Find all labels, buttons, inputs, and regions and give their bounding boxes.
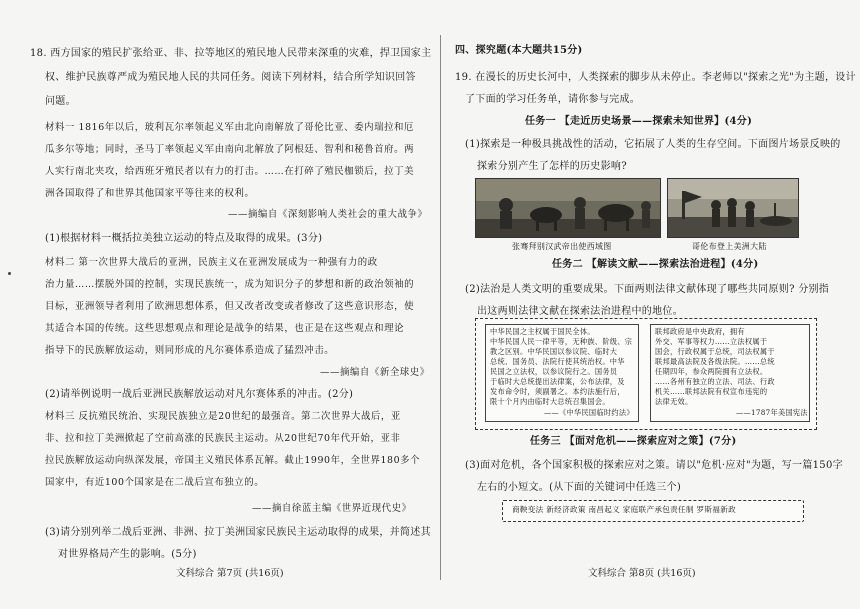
task2-title: 任务二 【解读文献——探索法治进程】(4分) bbox=[552, 259, 759, 270]
task1-title: 任务一 【走近历史场景——探索未知世界】(4分) bbox=[525, 116, 753, 127]
material3-line2: 非、拉和拉丁美洲掀起了空前高涨的民族民主运动。从20世纪70年代开始，亚非 bbox=[45, 433, 401, 444]
doc1-line4: 总统、国务员、法院行使其统治权。中华 bbox=[490, 357, 625, 366]
doc2-line1: 联邦政府是中央政府，拥有 bbox=[655, 327, 745, 336]
image-columbus bbox=[667, 178, 799, 238]
material1-line4: 洲各国取得了和世界其他国家平等往来的权利。 bbox=[45, 188, 255, 199]
task1-question-line2: 探索分别产生了怎样的历史影响? bbox=[477, 161, 627, 172]
keywords: 商鞅变法 新经济政策 南昌起义 家庭联产承包责任制 罗斯福新政 bbox=[512, 505, 736, 514]
material2-line2: 治力量……摆脱外国的控制，实现民族统一，成为知识分子的梦想和新的政治领袖的 bbox=[45, 279, 415, 290]
material1-line1: 材料一 1816年以后，玻利瓦尔率领起义军由北向南解放了哥伦比亚、委内瑞拉和厄 bbox=[45, 122, 414, 133]
q18-intro-line1: 18. 西方国家的殖民扩张给亚、非、拉等地区的殖民地人民带来深重的灾难，捍卫国家主 bbox=[30, 48, 432, 59]
question-3-line2: 对世界格局产生的影响。(5分) bbox=[58, 549, 197, 560]
q18-intro-line3: 问题。 bbox=[45, 96, 76, 107]
doc1-line2: 中华民国人民一律平等，无种族、阶级、宗 bbox=[490, 337, 633, 346]
question-1: (1)根据材料一概括拉美独立运动的特点及取得的成果。(3分) bbox=[45, 233, 323, 244]
task3-title: 任务三 【面对危机——探索应对之策】(7分) bbox=[530, 436, 737, 447]
task2-question-line2: 出这两则法律文献在探索法治进程中的地位。 bbox=[477, 306, 683, 317]
question-2: (2)请举例说明一战后亚洲民族解放运动对凡尔赛体系的冲击。(2分) bbox=[45, 389, 354, 400]
doc1-line5: 民国之立法权，以参议院行之。国务员 bbox=[490, 367, 618, 376]
columbus-painting bbox=[668, 179, 798, 237]
material2-line1: 材料二 第一次世界大战后的亚洲，民族主义在亚洲发展成为一种强有力的政 bbox=[45, 257, 378, 268]
material2-line5: 指导下的民族解放运动，则同形成的凡尔赛体系造成了猛烈冲击。 bbox=[45, 345, 335, 356]
material3-line3: 拉民族解放运动向纵深发展，帝国主义殖民体系瓦解。截止1990年，全世界180多个 bbox=[45, 455, 421, 466]
left-footer: 文科综合 第7页 (共16页) bbox=[176, 568, 284, 579]
doc2-line6: ……各州有独立的立法、司法、行政 bbox=[655, 377, 775, 386]
q19-intro-line2: 了下面的学习任务单，请你参与完成。 bbox=[465, 94, 641, 105]
doc1-line8: 限十个月内由临时大总统召集国会。 bbox=[490, 397, 610, 406]
doc2-line3: 国会，行政权属于总统，司法权属于 bbox=[655, 347, 775, 356]
material1-line3: 人实行南北夹攻，给西班牙殖民者以有力的打击。……在打碎了殖民枷锁后，拉丁美 bbox=[45, 166, 415, 177]
doc1-line3: 教之区别。中华民国以参议院、临时大 bbox=[490, 347, 618, 356]
q19-intro-line1: 19. 在漫长的历史长河中，人类探索的脚步从未停止。李老师以"探索之光"为主题，设计 bbox=[455, 72, 856, 83]
task1-question-line1: (1)探索是一种极具挑战性的活动，它拓展了人类的生存空间。下面图片场景反映的 bbox=[465, 139, 841, 150]
doc2-line8: 法律无效。 bbox=[655, 397, 693, 406]
image2-caption: 哥伦布登上美洲大陆 bbox=[692, 242, 767, 251]
material1-line2: 瓜多尔等地；同时，圣马丁率领起义军由南向北解放了阿根廷、智利和秘鲁首府。两 bbox=[45, 144, 415, 155]
task3-question-line1: (3)面对危机，各个国家积极的探索应对之策。请以"危机·应对"为题，写一篇150字 bbox=[465, 460, 843, 471]
doc2-line5: 任期四年，参众两院拥有立法权。 bbox=[655, 367, 768, 376]
image-zhang-qian bbox=[475, 178, 661, 238]
q18-intro-line2: 权、维护民族尊严成为殖民地人民的共同任务。阅读下列材料，结合所学知识回答 bbox=[45, 72, 416, 83]
doc2-line7: 机关……联邦法院有权宣布违宪的 bbox=[655, 387, 768, 396]
doc1-line1: 中华民国之主权属于国民全体。 bbox=[490, 327, 595, 336]
doc1-source: ——《中华民国临时约法》 bbox=[544, 408, 634, 417]
doc2-line4: 联邦最高法院及各级法院。……总统 bbox=[655, 357, 775, 366]
material3-line1: 材料三 反抗殖民统治、实现民族独立是20世纪的最强音。第二次世界大战后，亚 bbox=[45, 411, 401, 422]
right-page bbox=[440, 0, 860, 609]
material3-line4: 国家中，有近100个国家是在二战后宣布独立的。 bbox=[45, 477, 265, 488]
image1-caption: 张骞拜别汉武帝出使西域图 bbox=[512, 242, 612, 251]
material2-source: ——摘编自《新全球史》 bbox=[320, 367, 430, 378]
material2-line4: 其适合本国的传统。这些思想观点和理论是战争的结果，也正是在这些观点和理论 bbox=[45, 323, 405, 334]
task2-question-line1: (2)法治是人类文明的重要成果。下面两则法律文献体现了哪些共同原则? 分别指 bbox=[465, 284, 830, 295]
doc2-source: ——1787年美国宪法 bbox=[736, 408, 808, 417]
doc2-line2: 外交、军事等权力……立法权属于 bbox=[655, 337, 768, 346]
right-footer: 文科综合 第8页 (共16页) bbox=[588, 568, 696, 579]
material3-source: ——摘自徐蓝主编《世界近现代史》 bbox=[252, 503, 412, 514]
section-title: 四、探究题(本大题共15分) bbox=[455, 45, 583, 56]
task3-question-line2: 左右的小短文。(从下面的关键词中任选三个) bbox=[477, 482, 682, 493]
doc1-line6: 于临时大总统提出法律案，公布法律，及 bbox=[490, 377, 625, 386]
material2-line3: 目标，亚洲领导者利用了欧洲思想体系，但又改者改变或者修改了这些意识形态，使 bbox=[45, 301, 415, 312]
zhang-qian-painting bbox=[476, 179, 660, 237]
material1-source: ——摘编自《深刻影响人类社会的重大战争》 bbox=[228, 209, 428, 220]
doc1-line7: 发布命令时，须副署之。本约法施行后， bbox=[490, 387, 625, 396]
question-3-line1: (3)请分别列举二战后亚洲、非洲、拉丁美洲国家民族民主运动取得的成果，并简述其 bbox=[45, 527, 431, 538]
